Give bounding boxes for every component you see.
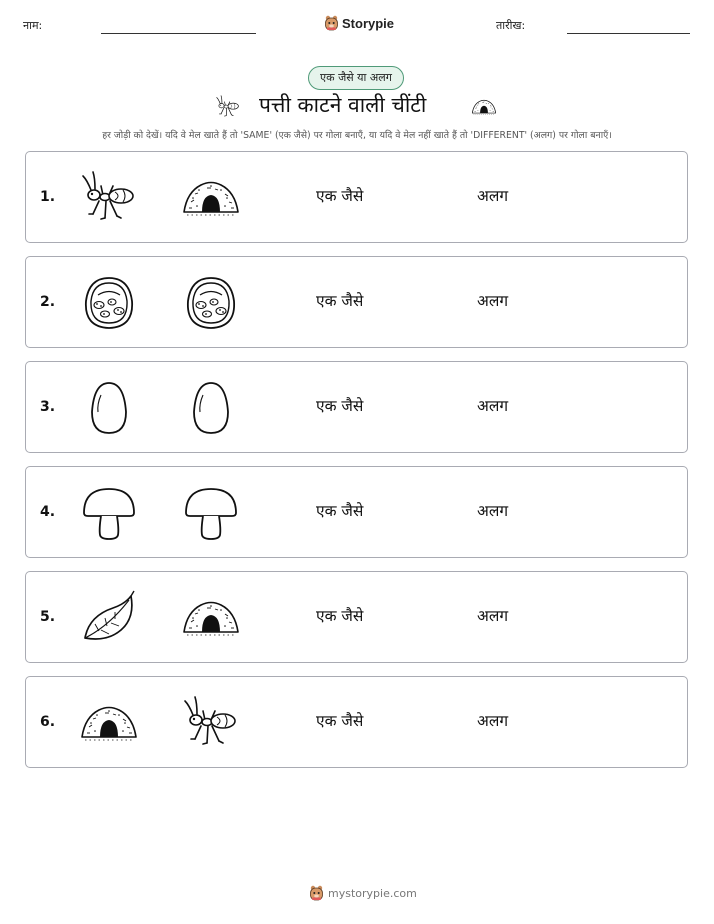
question-row-6 — [25, 676, 688, 768]
name-label: नाम: — [23, 19, 43, 32]
date-label: तारीख: — [496, 19, 526, 32]
question-number: 4. — [40, 504, 56, 520]
page-title: पत्ती काटने वाली चींटी — [259, 93, 427, 117]
ant-nest-icon — [181, 273, 241, 333]
same-option[interactable]: एक जैसे — [316, 292, 364, 310]
question-row-2 — [25, 256, 688, 348]
brand-name: Storypie — [342, 15, 395, 31]
footer-url[interactable]: mystorypie.com — [328, 886, 417, 900]
question-row-4 — [25, 466, 688, 558]
mushroom-icon — [79, 483, 139, 543]
question-number: 2. — [40, 294, 56, 310]
anthill-icon — [181, 588, 241, 648]
ant-icon — [213, 94, 243, 120]
different-option[interactable]: अलग — [477, 187, 509, 205]
question-number: 5. — [40, 609, 56, 625]
name-blank-line[interactable] — [101, 33, 256, 34]
egg-icon — [181, 378, 241, 438]
instructions-part-3: ' (अलग) पर गोला बनाएँ। — [524, 130, 612, 141]
storypie-mascot-icon — [324, 15, 339, 31]
different-option[interactable]: अलग — [477, 607, 509, 625]
question-number: 6. — [40, 714, 56, 730]
same-option[interactable]: एक जैसे — [316, 502, 364, 520]
anthill-icon — [468, 94, 500, 120]
leaf-icon — [79, 588, 139, 648]
anthill-icon — [181, 168, 241, 228]
different-option[interactable]: अलग — [477, 502, 509, 520]
different-option[interactable]: अलग — [477, 712, 509, 730]
ant-icon — [79, 168, 139, 228]
mushroom-icon — [181, 483, 241, 543]
same-keyword: SAME — [243, 130, 270, 141]
question-row-3 — [25, 361, 688, 453]
instructions-part-2: ' (एक जैसे) पर गोला बनाएँ, या यदि वे मेल नहीं खाते हैं तो ' — [269, 130, 474, 141]
same-option[interactable]: एक जैसे — [316, 397, 364, 415]
anthill-icon — [79, 693, 139, 753]
different-keyword: DIFFERENT — [473, 130, 525, 141]
question-number: 3. — [40, 399, 56, 415]
worksheet-type-badge: एक जैसे या अलग — [308, 66, 404, 90]
footer — [309, 885, 417, 901]
brand-logo — [324, 13, 394, 33]
storypie-mascot-icon — [309, 885, 324, 901]
same-option[interactable]: एक जैसे — [316, 607, 364, 625]
ant-nest-icon — [79, 273, 139, 333]
instructions-part-1: हर जोड़ी को देखें। यदि वे मेल खाते हैं तो ' — [102, 130, 244, 141]
different-option[interactable]: अलग — [477, 292, 509, 310]
instructions — [0, 128, 714, 141]
question-number: 1. — [40, 189, 56, 205]
different-option[interactable]: अलग — [477, 397, 509, 415]
question-row-1 — [25, 151, 688, 243]
question-row-5 — [25, 571, 688, 663]
ant-icon — [181, 693, 241, 753]
egg-icon — [79, 378, 139, 438]
same-option[interactable]: एक जैसे — [316, 187, 364, 205]
same-option[interactable]: एक जैसे — [316, 712, 364, 730]
date-blank-line[interactable] — [567, 33, 690, 34]
